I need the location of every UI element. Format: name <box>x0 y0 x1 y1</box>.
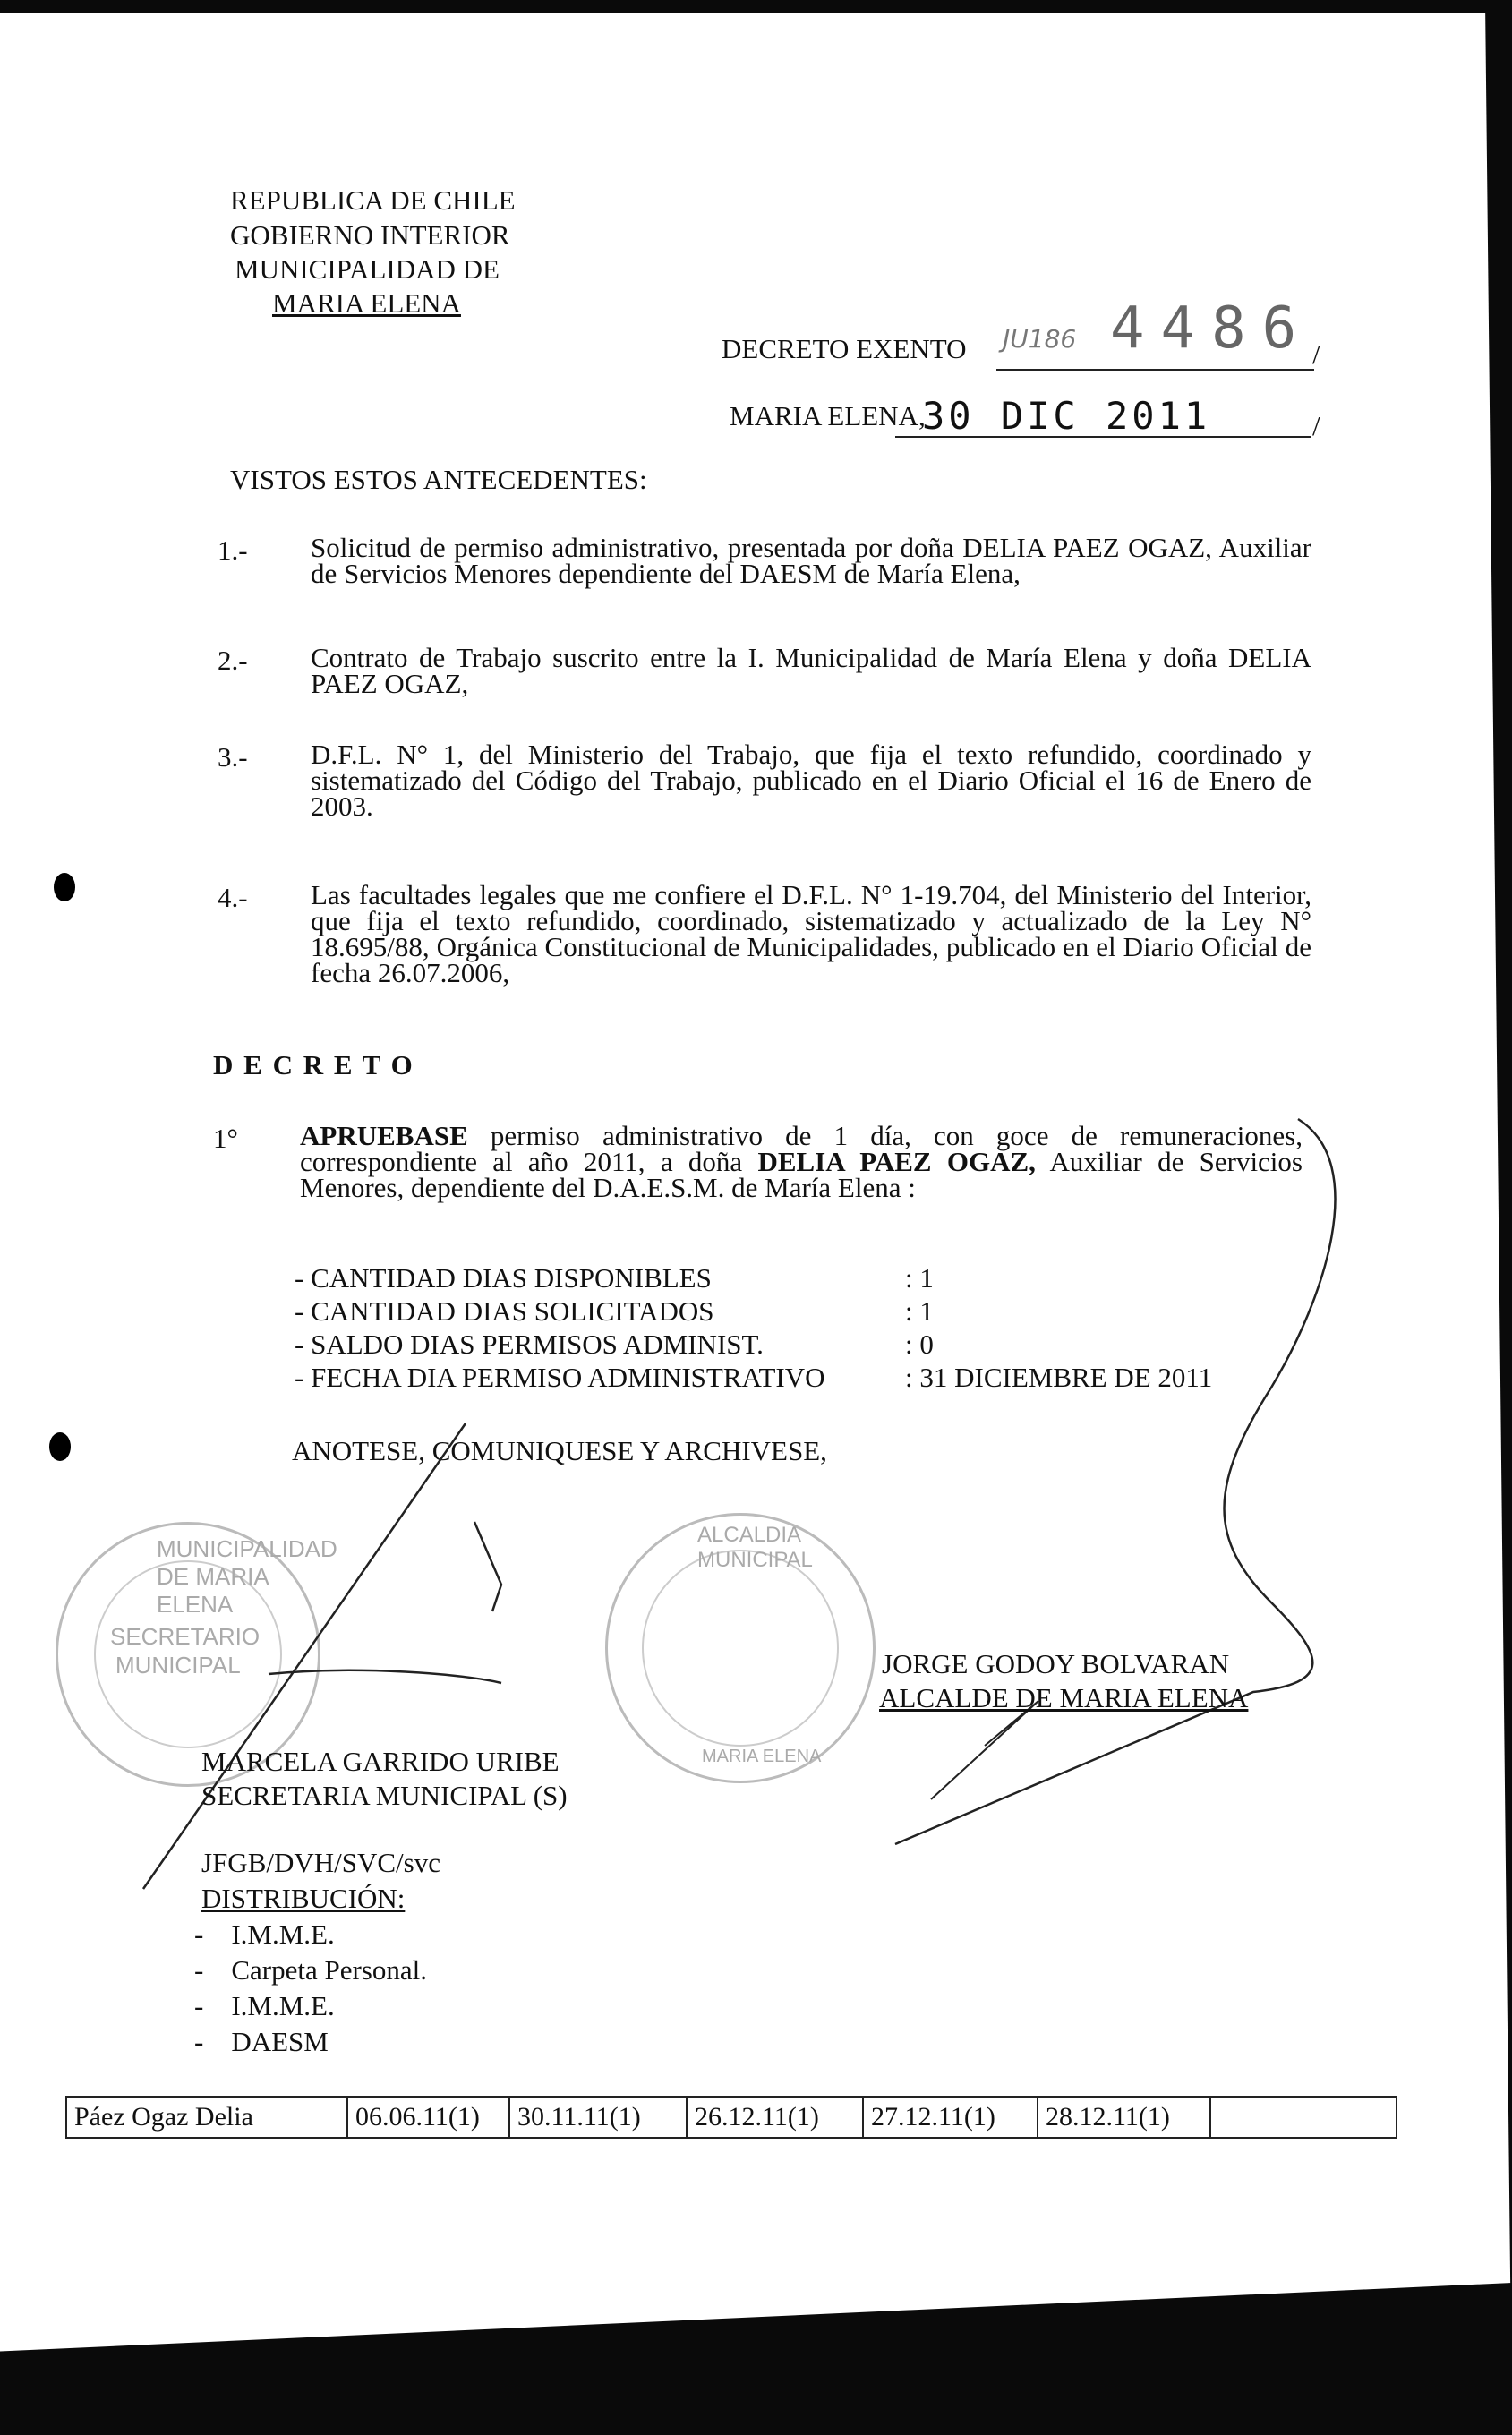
table-cell-date: 27.12.11(1) <box>863 2097 1038 2138</box>
vistos-item-text: Las facultades legales que me confiere el D.F.L. N° 1-19.704, del Ministerio del Interior, que fija el texto refundido, coordinado, sistematizado y actualizado de la Ley N° 18.695/88, Orgánica Constitucional de Municipalidades, publicado en el Diario Oficial de fecha 26.07.2006, <box>311 879 1311 988</box>
detail-label: - CANTIDAD DIAS SOLICITADOS <box>295 1295 714 1327</box>
closing-formula: ANOTESE, COMUNIQUESE Y ARCHIVESE, <box>292 1435 827 1466</box>
distribution-item: - I.M.M.E. <box>194 1918 335 1950</box>
vistos-title: VISTOS ESTOS ANTECEDENTES: <box>230 464 647 495</box>
article-name: DELIA PAEZ OGAZ, <box>757 1146 1036 1177</box>
distribution-item: - Carpeta Personal. <box>194 1954 427 1986</box>
vistos-item-text: Contrato de Trabajo suscrito entre la I. Municipalidad de María Elena y doña DELIA PAEZ OGAZ, <box>311 642 1311 699</box>
mayor-title: ALCALDE DE MARIA ELENA <box>879 1682 1249 1713</box>
distribution-title: DISTRIBUCIÓN: <box>201 1883 406 1914</box>
distribution-item: - DAESM <box>194 2026 329 2057</box>
distribution-item: - I.M.M.E. <box>194 1990 335 2021</box>
article-text-b: Auxiliar de Servicios Menores, dependiente del D.A.E.S.M. de María Elena : <box>300 1146 1303 1203</box>
stamp-ring-text: MARIA ELENA <box>702 1747 822 1766</box>
vistos-item-text: Solicitud de permiso administrativo, presentada por doña DELIA PAEZ OGAZ, Auxiliar de Servicios Menores dependiente del DAESM de María Elena, <box>311 532 1311 589</box>
date-stamp: 30 DIC 2011 <box>922 394 1211 438</box>
table-cell-name: Páez Ogaz Delia <box>66 2097 347 2138</box>
vistos-item-text: D.F.L. N° 1, del Ministerio del Trabajo, que fija el texto refundido, coordinado y sistematizado del Código del Trabajo, publicado en el Diario Oficial el 16 de Enero de 2003. <box>311 739 1311 822</box>
slash-mark: / <box>1312 338 1320 370</box>
permit-record-table <box>65 2096 1397 2139</box>
letterhead-line: MUNICIPALIDAD DE <box>235 253 500 285</box>
stamp-center-text: SECRETARIO <box>110 1623 261 1650</box>
secretary-name: MARCELA GARRIDO URIBE <box>201 1746 560 1777</box>
table-cell-date: 26.12.11(1) <box>687 2097 863 2138</box>
table-cell-date: 06.06.11(1) <box>347 2097 509 2138</box>
detail-value: : 1 <box>905 1262 934 1294</box>
table-cell-empty <box>1210 2097 1397 2138</box>
article-number: 1° <box>213 1123 238 1154</box>
detail-value: : 1 <box>905 1295 934 1327</box>
stamp-ring-text: ALCALDIA MUNICIPAL <box>697 1523 813 1572</box>
article-text-a: permiso administrativo de 1 día, con goce de remuneraciones, correspondiente al año 2011, a doña <box>300 1120 1303 1177</box>
table-cell-date: 28.12.11(1) <box>1038 2097 1210 2138</box>
secretary-title: SECRETARIA MUNICIPAL (S) <box>201 1780 568 1811</box>
letterhead-line: REPUBLICA DE CHILE <box>230 184 516 216</box>
vistos-item-number: 2.- <box>218 645 248 676</box>
decree-handwritten-prefix: JU186 <box>1003 324 1077 354</box>
detail-label: - FECHA DIA PERMISO ADMINISTRATIVO <box>295 1362 825 1393</box>
slash-mark: / <box>1312 410 1320 441</box>
stamp-center-text: MUNICIPAL <box>115 1652 241 1679</box>
place-label: MARIA ELENA, <box>730 400 926 431</box>
letterhead-line: GOBIERNO INTERIOR <box>230 219 510 251</box>
stamp-ring-text: MUNICIPALIDAD DE MARIA ELENA <box>157 1535 337 1618</box>
article-lead: APRUEBASE <box>300 1120 468 1151</box>
decree-label: DECRETO EXENTO <box>722 333 967 364</box>
letterhead-line: MARIA ELENA <box>272 287 461 319</box>
mayor-name: JORGE GODOY BOLVARAN <box>882 1648 1230 1679</box>
table-cell-date: 30.11.11(1) <box>509 2097 687 2138</box>
vistos-item-number: 1.- <box>218 534 248 566</box>
detail-value: : 0 <box>905 1329 934 1360</box>
decree-number: 4486 <box>1110 295 1313 362</box>
table-row <box>66 2097 1397 2138</box>
vistos-item-number: 3.- <box>218 741 248 773</box>
detail-label: - CANTIDAD DIAS DISPONIBLES <box>295 1262 712 1294</box>
initials: JFGB/DVH/SVC/svc <box>201 1847 440 1878</box>
decreto-heading: D E C R E T O <box>213 1049 414 1081</box>
detail-value: : 31 DICIEMBRE DE 2011 <box>905 1362 1213 1393</box>
detail-label: - SALDO DIAS PERMISOS ADMINIST. <box>295 1329 764 1360</box>
vistos-item-number: 4.- <box>218 882 248 913</box>
